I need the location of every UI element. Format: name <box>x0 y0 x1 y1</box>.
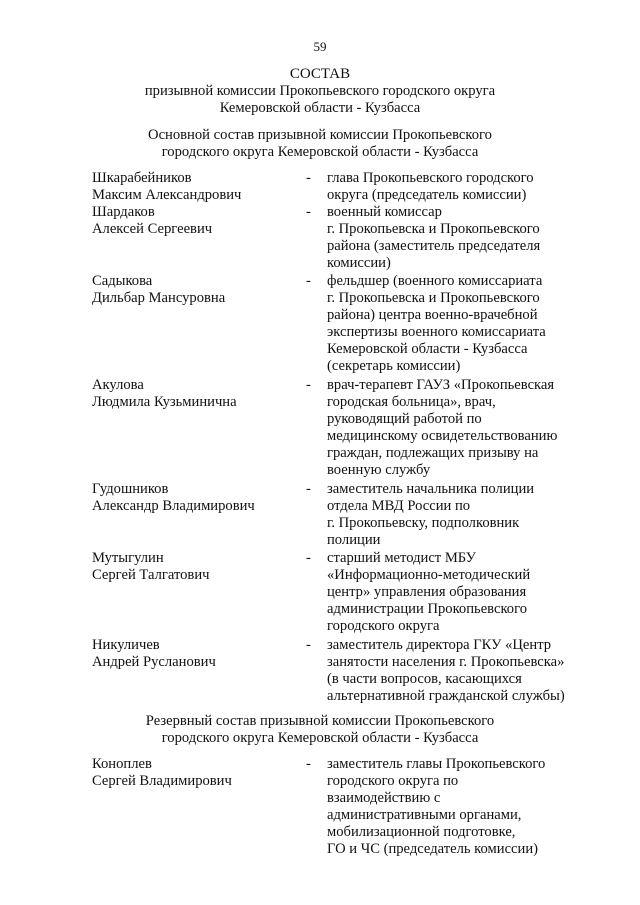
document-title: СОСТАВ <box>289 66 351 82</box>
member-surname: Коноплев <box>92 756 152 772</box>
member-name <box>92 756 297 790</box>
role-line: старший методист МБУ <box>327 550 477 566</box>
member-given-name: Людмила Кузьминична <box>92 394 237 410</box>
role-line: округа (председатель комиссии) <box>327 187 527 203</box>
role-line: военную службу <box>327 462 431 478</box>
role-line: района) центра военно-врачебной <box>327 307 538 323</box>
member-surname: Гудошников <box>92 481 169 497</box>
member-name <box>92 273 297 307</box>
member-role <box>327 204 585 272</box>
role-line: Кемеровской области - Кузбасса <box>327 341 528 357</box>
member-surname: Акулова <box>92 377 144 393</box>
role-line: заместитель главы Прокопьевского <box>327 756 546 772</box>
member-name <box>92 550 297 584</box>
role-line: отдела МВД России по <box>327 498 471 514</box>
role-line: г. Прокопьевска и Прокопьевского <box>327 221 540 237</box>
member-surname: Шардаков <box>92 204 155 220</box>
member-name <box>92 170 297 204</box>
main-section-heading-line-2: городского округа Кемеровской области - Кузбасса <box>161 144 479 160</box>
role-line: заместитель начальника полиции <box>327 481 535 497</box>
member-surname: Мутыгулин <box>92 550 164 566</box>
role-line: г. Прокопьевску, подполковник <box>327 515 520 531</box>
role-line: городская больница», врач, <box>327 394 496 410</box>
role-line: мобилизационной подготовке, <box>327 824 516 840</box>
member-dash: - <box>306 273 311 289</box>
member-name <box>92 481 297 515</box>
role-line: врач-терапевт ГАУЗ «Прокопьевская <box>327 377 555 393</box>
reserve-section-heading <box>0 713 640 747</box>
role-line: медицинскому освидетельствованию <box>327 428 558 444</box>
role-line: взаимодействию с <box>327 790 441 806</box>
role-line: администрации Прокопьевского <box>327 601 528 617</box>
role-line: «Информационно-методический <box>327 567 531 583</box>
role-line: ГО и ЧС (председатель комиссии) <box>327 841 539 857</box>
role-line: района (заместитель председателя <box>327 238 541 254</box>
member-dash: - <box>306 550 311 566</box>
document-title-block <box>0 65 640 117</box>
role-line: центр» управления образования <box>327 584 527 600</box>
role-line: альтернативной гражданской службы) <box>327 688 565 704</box>
member-dash: - <box>306 756 311 772</box>
member-role <box>327 481 585 549</box>
member-name <box>92 637 297 671</box>
member-dash: - <box>306 170 311 186</box>
member-dash: - <box>306 377 311 393</box>
main-section-heading <box>0 127 640 161</box>
role-line: городского округа по <box>327 773 459 789</box>
member-role <box>327 377 585 479</box>
role-line: фельдшер (военного комиссариата <box>327 273 543 289</box>
member-dash: - <box>306 204 311 220</box>
role-line: занятости населения г. Прокопьевска» <box>327 654 565 670</box>
member-given-name: Сергей Владимирович <box>92 773 232 789</box>
member-role <box>327 637 585 705</box>
role-line: (секретарь комиссии) <box>327 358 461 374</box>
role-line: административными органами, <box>327 807 522 823</box>
member-surname: Шкарабейников <box>92 170 192 186</box>
member-given-name: Александр Владимирович <box>92 498 255 514</box>
role-line: руководящий работой по <box>327 411 482 427</box>
member-given-name: Дильбар Мансуровна <box>92 290 226 306</box>
reserve-section-heading-line-1: Резервный состав призывной комиссии Прокопьевского <box>145 713 495 729</box>
document-subtitle-line-2: Кемеровской области - Кузбасса <box>219 100 421 116</box>
member-dash: - <box>306 637 311 653</box>
member-dash: - <box>306 481 311 497</box>
role-line: полиции <box>327 532 381 548</box>
member-given-name: Сергей Талгатович <box>92 567 210 583</box>
role-line: заместитель директора ГКУ «Центр <box>327 637 552 653</box>
member-given-name: Максим Александрович <box>92 187 242 203</box>
role-line: экспертизы военного комиссариата <box>327 324 546 340</box>
main-section-heading-line-1: Основной состав призывной комиссии Прокопьевского <box>148 127 492 143</box>
role-line: граждан, подлежащих призыву на <box>327 445 539 461</box>
role-line: военный комиссар <box>327 204 442 220</box>
page-number: 59 <box>313 39 327 54</box>
member-surname: Садыкова <box>92 273 153 289</box>
role-line: глава Прокопьевского городского <box>327 170 534 186</box>
reserve-section-heading-line-2: городского округа Кемеровской области - Кузбасса <box>161 730 479 746</box>
member-name <box>92 377 297 411</box>
role-line: (в части вопросов, касающихся <box>327 671 522 687</box>
role-line: комиссии) <box>327 255 391 271</box>
member-given-name: Андрей Русланович <box>92 654 216 670</box>
document-subtitle-line-1: призывной комиссии Прокопьевского городского округа <box>144 83 496 99</box>
member-role <box>327 756 585 858</box>
member-name <box>92 204 297 238</box>
role-line: городского округа <box>327 618 440 634</box>
member-role <box>327 273 585 375</box>
member-given-name: Алексей Сергеевич <box>92 221 213 237</box>
member-role <box>327 550 585 635</box>
member-surname: Никуличев <box>92 637 160 653</box>
member-role <box>327 170 585 204</box>
role-line: г. Прокопьевска и Прокопьевского <box>327 290 540 306</box>
